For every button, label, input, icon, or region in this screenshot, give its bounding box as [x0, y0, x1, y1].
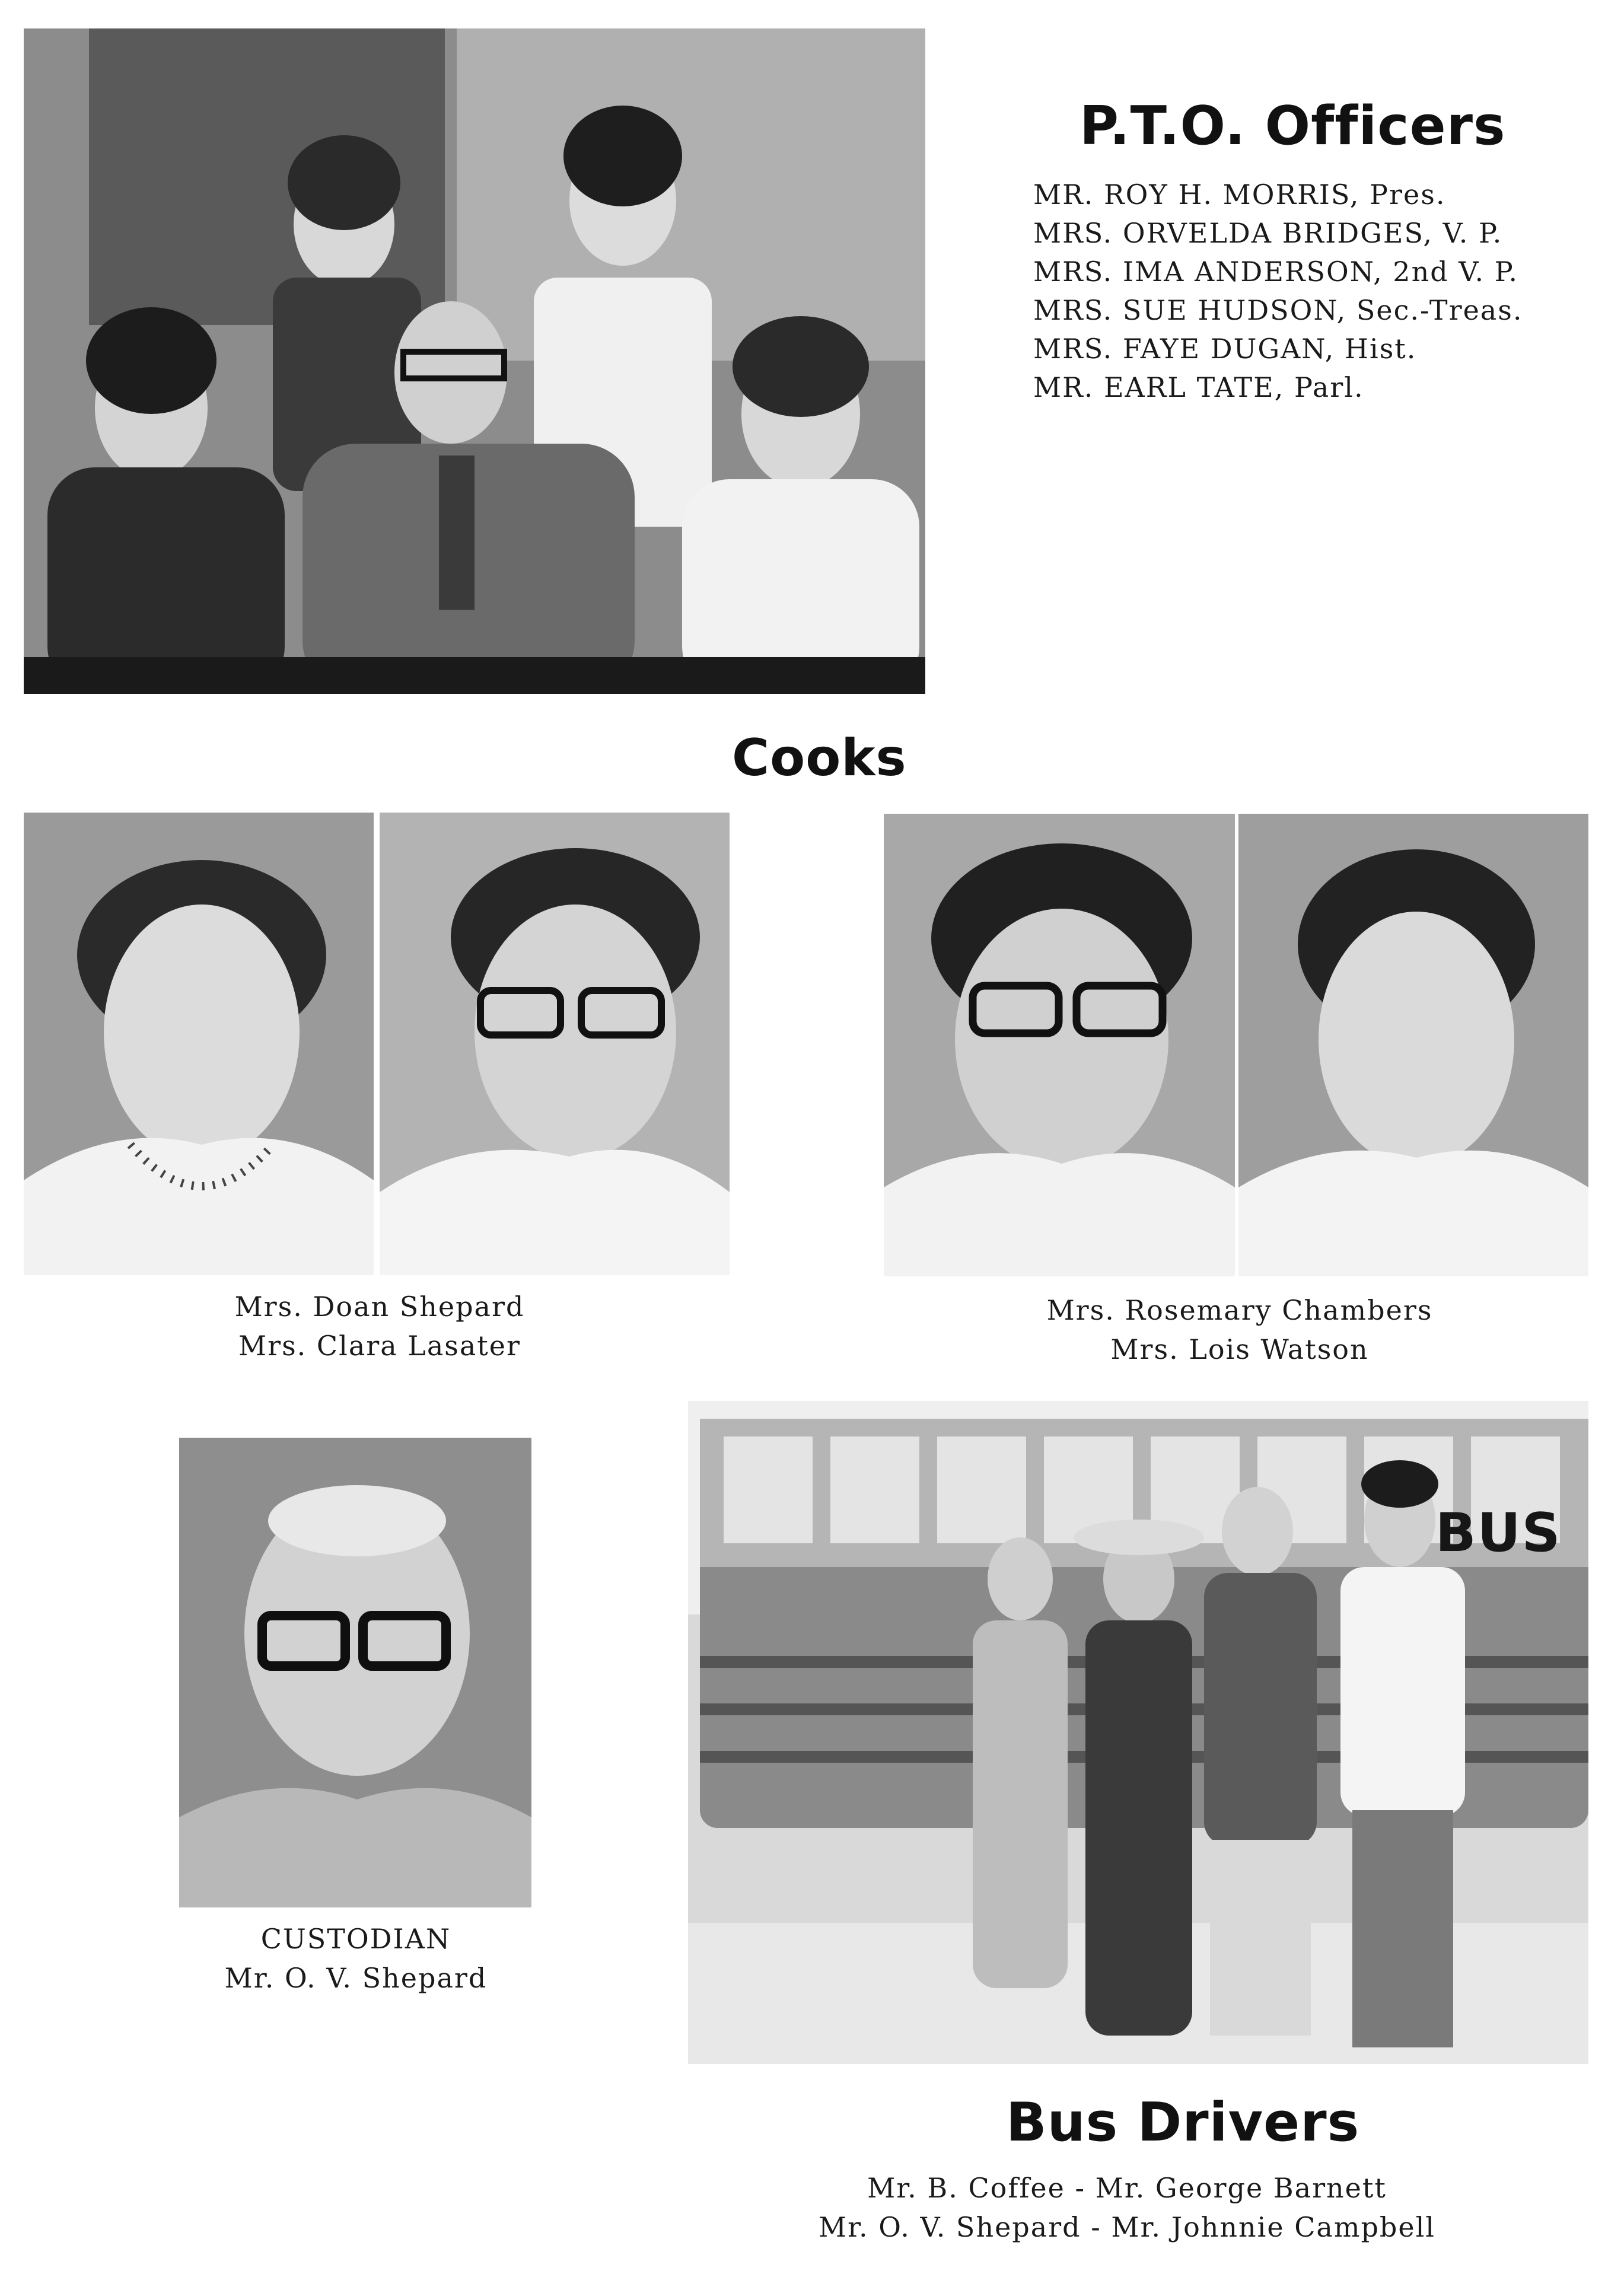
custodian-role: CUSTODIAN: [260, 1923, 451, 1955]
custodian-name: Mr. O. V. Shepard: [224, 1962, 488, 1994]
cook-name: Mrs. Clara Lasater: [238, 1330, 521, 1362]
pto-officers-list: [1033, 176, 1523, 407]
pto-officers-heading: P.T.O. Officers: [1080, 95, 1506, 157]
officer-line: MRS. ORVELDA BRIDGES, V. P.: [1033, 217, 1503, 249]
bus-drivers-heading: Bus Drivers: [1006, 2091, 1360, 2154]
bus-driver-names: Mr. B. Coffee - Mr. George Barnett: [867, 2172, 1387, 2204]
custodian-caption: [119, 1919, 593, 1998]
cooks-right-caption: [1002, 1291, 1477, 1369]
cook-name: Mrs. Rosemary Chambers: [1046, 1294, 1433, 1326]
officer-line: MRS. SUE HUDSON, Sec.-Treas.: [1033, 294, 1523, 326]
pto-officers-group-photo: [24, 28, 925, 694]
cooks-left-caption: [142, 1287, 617, 1365]
cook-name: Mrs. Lois Watson: [1110, 1333, 1369, 1365]
custodian-portrait: [179, 1438, 531, 1907]
officer-line: MRS. IMA ANDERSON, 2nd V. P.: [1033, 256, 1518, 288]
officer-line: MR. ROY H. MORRIS, Pres.: [1033, 179, 1446, 211]
cook-portrait-rosemary-chambers: [884, 814, 1235, 1276]
cook-name: Mrs. Doan Shepard: [234, 1291, 525, 1323]
bus-side-lettering: BUS: [1435, 1502, 1562, 1564]
cooks-heading: Cooks: [732, 728, 907, 788]
bus-driver-names: Mr. O. V. Shepard - Mr. Johnnie Campbell: [818, 2211, 1436, 2243]
bus-drivers-caption: [771, 2168, 1483, 2247]
cook-portrait-lois-watson: [1238, 814, 1588, 1276]
cook-portrait-doan-shepard: [24, 813, 374, 1275]
officer-line: MRS. FAYE DUGAN, Hist.: [1033, 333, 1417, 365]
cook-portrait-clara-lasater: [380, 813, 730, 1275]
officer-line: MR. EARL TATE, Parl.: [1033, 371, 1364, 403]
bus-drivers-photo: [688, 1401, 1588, 2064]
